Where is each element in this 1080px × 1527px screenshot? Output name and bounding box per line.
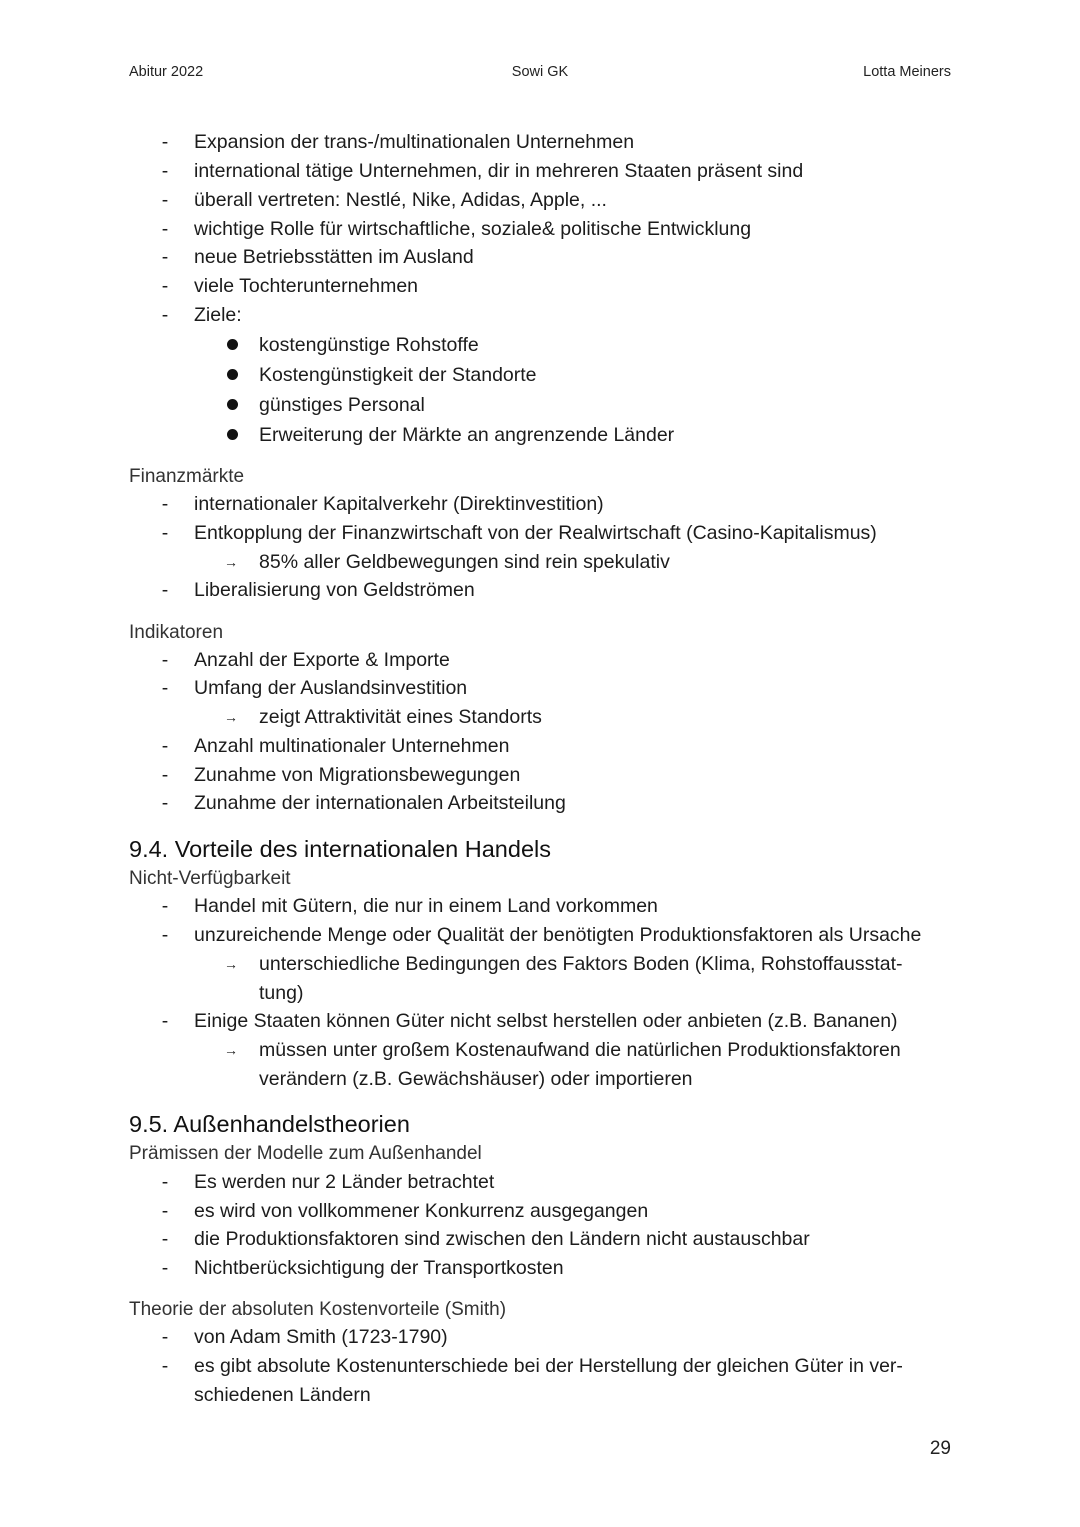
goal-item: kostengünstige Rohstoffe bbox=[259, 334, 479, 356]
subsection-title: Indikatoren bbox=[129, 622, 224, 643]
bullet-icon bbox=[227, 369, 238, 380]
dash-marker: - bbox=[161, 677, 169, 699]
dash-marker: - bbox=[161, 1228, 169, 1250]
goal-item: Erweiterung der Märkte an angrenzende Länder bbox=[259, 424, 675, 446]
dash-marker: - bbox=[161, 792, 169, 814]
list-item: Anzahl der Exporte & Importe bbox=[194, 649, 450, 671]
dash-marker: - bbox=[161, 275, 169, 297]
arrow-item: müssen unter großem Kostenaufwand die natürlichen Produktionsfaktoren bbox=[259, 1039, 901, 1061]
dash-marker: - bbox=[161, 764, 169, 786]
list-item: Handel mit Gütern, die nur in einem Land vorkommen bbox=[194, 895, 658, 917]
goal-item: Kostengünstigkeit der Standorte bbox=[259, 364, 537, 386]
dash-marker: - bbox=[161, 649, 169, 671]
arrow-item: unterschiedliche Bedingungen des Faktors Boden (Klima, Rohstoffausstat- bbox=[259, 953, 903, 975]
list-item: überall vertreten: Nestlé, Nike, Adidas, Apple, ... bbox=[194, 189, 607, 211]
header-center: Sowi GK bbox=[511, 64, 569, 80]
subsection-title: Theorie der absoluten Kostenvorteile (Smith) bbox=[129, 1299, 507, 1320]
dash-marker: - bbox=[161, 189, 169, 211]
arrow-item: zeigt Attraktivität eines Standorts bbox=[259, 706, 542, 728]
list-item: Expansion der trans-/multinationalen Unternehmen bbox=[194, 131, 635, 153]
list-item: wichtige Rolle für wirtschaftliche, soziale& politische Entwicklung bbox=[194, 218, 752, 240]
bullet-icon bbox=[227, 339, 238, 350]
subsection-title: Nicht-Verfügbarkeit bbox=[129, 868, 291, 889]
arrow-item-continued: verändern (z.B. Gewächshäuser) oder importieren bbox=[259, 1068, 693, 1090]
list-item: Entkopplung der Finanzwirtschaft von der Realwirtschaft (Casino-Kapitalismus) bbox=[194, 522, 877, 544]
list-item: viele Tochterunternehmen bbox=[194, 275, 419, 297]
list-item: Es werden nur 2 Länder betrachtet bbox=[194, 1171, 495, 1193]
list-item: unzureichende Menge oder Qualität der benötigten Produktionsfaktoren als Ursache bbox=[194, 924, 922, 946]
list-item: Einige Staaten können Güter nicht selbst herstellen oder anbieten (z.B. Bananen) bbox=[194, 1010, 898, 1032]
section-heading: 9.4. Vorteile des internationalen Handels bbox=[129, 836, 551, 862]
arrow-right-icon: → bbox=[224, 709, 238, 725]
list-item: es gibt absolute Kostenunterschiede bei der Herstellung der gleichen Güter in ver- bbox=[194, 1355, 903, 1377]
dash-marker: - bbox=[161, 304, 169, 326]
arrow-item: 85% aller Geldbewegungen sind rein spekulativ bbox=[259, 551, 670, 573]
bullet-icon bbox=[227, 399, 238, 410]
list-item: neue Betriebsstätten im Ausland bbox=[194, 246, 474, 268]
list-item: es wird von vollkommener Konkurrenz ausgegangen bbox=[194, 1200, 649, 1222]
bullet-icon bbox=[227, 429, 238, 440]
dash-marker: - bbox=[161, 246, 169, 268]
dash-marker: - bbox=[161, 1326, 169, 1348]
dash-marker: - bbox=[161, 1257, 169, 1279]
list-item: Liberalisierung von Geldströmen bbox=[194, 579, 475, 601]
goal-item: günstiges Personal bbox=[259, 394, 425, 416]
subsection-title: Prämissen der Modelle zum Außenhandel bbox=[129, 1143, 482, 1164]
dash-marker: - bbox=[161, 1200, 169, 1222]
header-left: Abitur 2022 bbox=[129, 64, 204, 80]
dash-marker: - bbox=[161, 131, 169, 153]
list-item: Nichtberücksichtigung der Transportkosten bbox=[194, 1257, 564, 1279]
dash-marker: - bbox=[161, 1171, 169, 1193]
list-item: Anzahl multinationaler Unternehmen bbox=[194, 735, 510, 757]
arrow-right-icon: → bbox=[224, 1042, 238, 1058]
dash-marker: - bbox=[161, 160, 169, 182]
dash-marker: - bbox=[161, 1355, 169, 1377]
list-item-continued: schiedenen Ländern bbox=[194, 1384, 371, 1406]
page-number: 29 bbox=[929, 1438, 951, 1459]
dash-marker: - bbox=[161, 218, 169, 240]
dash-marker: - bbox=[161, 579, 169, 601]
list-item: Zunahme der internationalen Arbeitsteilung bbox=[194, 792, 566, 814]
list-item: die Produktionsfaktoren sind zwischen den Ländern nicht austauschbar bbox=[194, 1228, 810, 1250]
section-heading: 9.5. Außenhandelstheorien bbox=[129, 1111, 410, 1137]
subsection-title: Finanzmärkte bbox=[129, 466, 245, 487]
list-item: Umfang der Auslandsinvestition bbox=[194, 677, 468, 699]
arrow-right-icon: → bbox=[224, 956, 238, 972]
dash-marker: - bbox=[161, 735, 169, 757]
list-item: von Adam Smith (1723-1790) bbox=[194, 1326, 448, 1348]
dash-marker: - bbox=[161, 493, 169, 515]
list-item: internationaler Kapitalverkehr (Direktinvestition) bbox=[194, 493, 604, 515]
dash-marker: - bbox=[161, 895, 169, 917]
header-right: Lotta Meiners bbox=[863, 64, 951, 80]
dash-marker: - bbox=[161, 1010, 169, 1032]
list-item: Zunahme von Migrationsbewegungen bbox=[194, 764, 521, 786]
list-item: Ziele: bbox=[194, 304, 242, 326]
arrow-right-icon: → bbox=[224, 554, 238, 570]
arrow-item-continued: tung) bbox=[259, 982, 304, 1004]
list-item: international tätige Unternehmen, dir in mehreren Staaten präsent sind bbox=[194, 160, 804, 182]
dash-marker: - bbox=[161, 522, 169, 544]
dash-marker: - bbox=[161, 924, 169, 946]
